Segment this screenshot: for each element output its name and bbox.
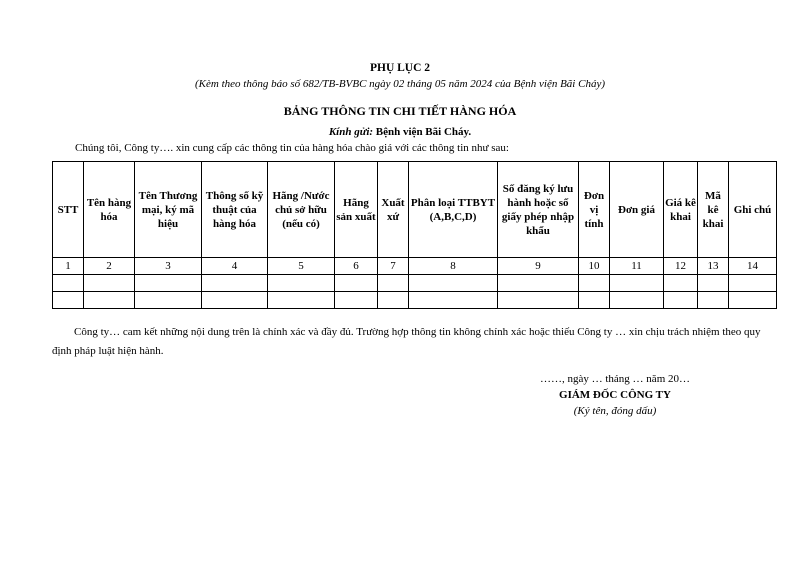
header-cell: Đơn vị tính xyxy=(579,162,610,258)
table-cell[interactable] xyxy=(409,292,498,309)
column-number: 12 xyxy=(664,258,698,275)
header-cell: Đơn giá xyxy=(610,162,664,258)
table-cell[interactable] xyxy=(409,275,498,292)
table-cell[interactable] xyxy=(202,275,268,292)
column-number: 5 xyxy=(268,258,335,275)
column-number: 3 xyxy=(135,258,202,275)
table-cell[interactable] xyxy=(268,292,335,309)
table-cell[interactable] xyxy=(610,275,664,292)
table-row xyxy=(53,275,777,292)
header-cell: Xuất xứ xyxy=(378,162,409,258)
signature-title: GIÁM ĐỐC CÔNG TY xyxy=(559,389,671,401)
table-cell[interactable] xyxy=(378,275,409,292)
recipient-line xyxy=(0,126,800,138)
commitment-text: Công ty… cam kết những nội dung trên là chính xác và đầy đủ. Trường hợp thông tin không chính xác hoặc thiếu Công ty … xin chịu trách nhiệm theo quy định pháp luật hiện hành. xyxy=(52,326,761,357)
column-number: 7 xyxy=(378,258,409,275)
table-cell[interactable] xyxy=(84,275,135,292)
document-title: BẢNG THÔNG TIN CHI TIẾT HÀNG HÓA xyxy=(283,104,517,118)
recipient-label: Kính gửi: xyxy=(328,126,374,138)
table-cell[interactable] xyxy=(579,275,610,292)
table-cell[interactable] xyxy=(698,275,729,292)
table-cell[interactable] xyxy=(378,292,409,309)
table-cell[interactable] xyxy=(664,292,698,309)
recipient-value: Bệnh viện Bãi Cháy. xyxy=(375,126,472,138)
column-number: 4 xyxy=(202,258,268,275)
table-cell[interactable] xyxy=(335,292,378,309)
header-cell: Mã kê khai xyxy=(698,162,729,258)
column-number: 2 xyxy=(84,258,135,275)
table-cell[interactable] xyxy=(202,292,268,309)
goods-table xyxy=(52,161,777,309)
table-cell[interactable] xyxy=(729,292,777,309)
table-cell[interactable] xyxy=(135,292,202,309)
table-cell[interactable] xyxy=(579,292,610,309)
header-cell: Tên hàng hóa xyxy=(84,162,135,258)
column-number-row xyxy=(53,258,777,275)
table-cell[interactable] xyxy=(498,275,579,292)
table-row xyxy=(53,292,777,309)
table-cell[interactable] xyxy=(610,292,664,309)
header-cell: Số đăng ký lưu hành hoặc số giấy phép nhập khẩu xyxy=(498,162,579,258)
intro-paragraph: Chúng tôi, Công ty…. xin cung cấp các thông tin của hàng hóa chào giá với các thông tin như sau: xyxy=(75,142,509,154)
header-cell: Giá kê khai xyxy=(664,162,698,258)
column-number: 13 xyxy=(698,258,729,275)
column-number: 11 xyxy=(610,258,664,275)
header-cell: Phân loại TTBYT (A,B,C,D) xyxy=(409,162,498,258)
table-cell[interactable] xyxy=(268,275,335,292)
header-cell: Hãng sản xuất xyxy=(335,162,378,258)
table-cell[interactable] xyxy=(84,292,135,309)
column-number: 8 xyxy=(409,258,498,275)
column-number: 6 xyxy=(335,258,378,275)
document-subtitle: (Kèm theo thông báo số 682/TB-BVBC ngày 02 tháng 05 năm 2024 của Bệnh viện Bãi Cháy) xyxy=(195,78,605,90)
header-cell: STT xyxy=(53,162,84,258)
commitment-paragraph xyxy=(52,323,776,361)
signature-date: ……, ngày … tháng … năm 20… xyxy=(539,373,690,385)
table-cell[interactable] xyxy=(53,292,84,309)
header-cell: Hãng /Nước chủ sở hữu (nếu có) xyxy=(268,162,335,258)
header-cell: Ghi chú xyxy=(729,162,777,258)
table-header-row xyxy=(53,162,777,258)
table-cell[interactable] xyxy=(698,292,729,309)
column-number: 1 xyxy=(53,258,84,275)
header-cell: Thông số kỹ thuật của hàng hóa xyxy=(202,162,268,258)
table-cell[interactable] xyxy=(53,275,84,292)
header-cell: Tên Thương mại, ký mã hiệu xyxy=(135,162,202,258)
table-cell[interactable] xyxy=(664,275,698,292)
table-cell[interactable] xyxy=(498,292,579,309)
signature-note: (Ký tên, đóng dấu) xyxy=(573,405,657,417)
column-number: 14 xyxy=(729,258,777,275)
column-number: 9 xyxy=(498,258,579,275)
table-cell[interactable] xyxy=(729,275,777,292)
table-cell[interactable] xyxy=(335,275,378,292)
table-cell[interactable] xyxy=(135,275,202,292)
column-number: 10 xyxy=(579,258,610,275)
appendix-title: PHỤ LỤC 2 xyxy=(369,62,431,74)
